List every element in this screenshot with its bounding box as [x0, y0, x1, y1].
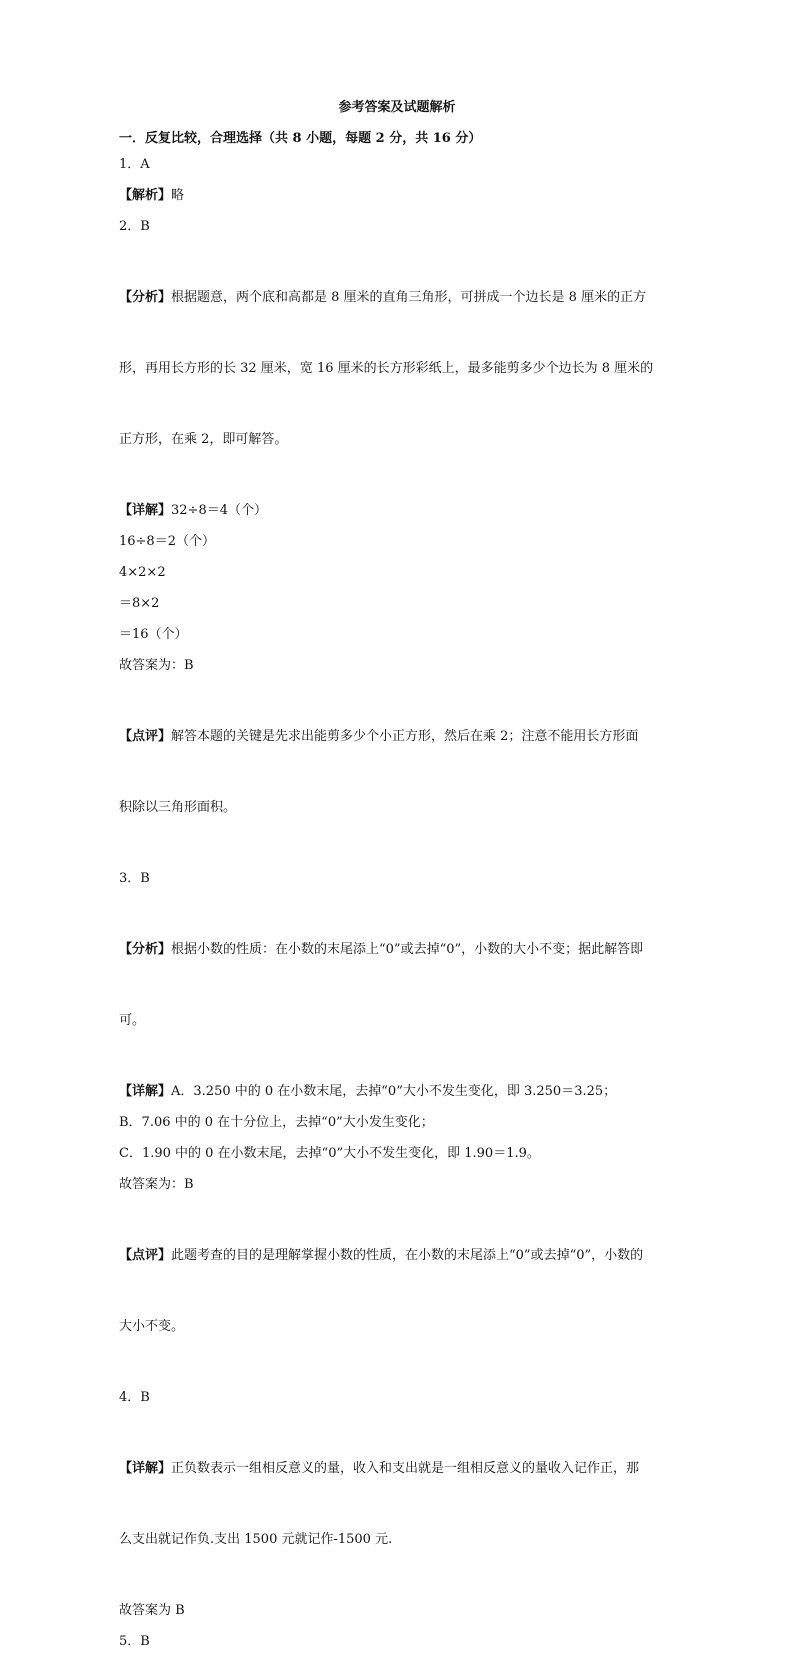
- tag-label: 【解析】: [119, 188, 172, 203]
- option-line: B．7.06 中的 0 在十分位上，去掉“0”大小发生变化；: [119, 1115, 434, 1130]
- answer-number: 3．B: [119, 871, 150, 886]
- comment-paragraph: [119, 681, 689, 863]
- paragraph-line: 【分析】根据题意，两个底和高都是 8 厘米的直角三角形，可拼成一个边长是 8 厘米的正方: [119, 290, 647, 305]
- paragraph-line: 【点评】解答本题的关键是先求出能剪多少个小正方形，然后在乘 2；注意不能用长方形面: [119, 729, 639, 744]
- analysis-paragraph: [119, 894, 689, 1076]
- tag-label: 【分析】: [119, 290, 172, 305]
- answer-number: 1．A: [119, 157, 150, 172]
- answer-line: 故答案为：B: [119, 1177, 194, 1192]
- answer-line: 故答案为：B: [119, 658, 194, 673]
- paragraph-line: 可。: [119, 1013, 146, 1028]
- tag-label: 【点评】: [119, 729, 172, 744]
- calc-line: 4×2×2: [119, 565, 166, 580]
- calc-line: 16÷8＝2（个）: [119, 534, 215, 549]
- calc-line: ＝16（个）: [119, 627, 188, 642]
- answer-number: 2．B: [119, 219, 150, 234]
- answer-number: 5．B: [119, 1634, 150, 1649]
- tag-label: 【详解】: [119, 503, 172, 518]
- option-line: C．1.90 中的 0 在小数末尾，去掉“0”大小不发生变化，即 1.90＝1.9。: [119, 1146, 540, 1161]
- tag-label: 【详解】: [119, 1461, 172, 1476]
- calc-line: ＝8×2: [119, 596, 160, 611]
- analysis-line: [119, 186, 689, 206]
- tag-label: 【分析】: [119, 942, 172, 957]
- paragraph-line: 【点评】此题考查的目的是理解掌握小数的性质，在小数的末尾添上“0”或去掉“0”，小数的: [119, 1248, 644, 1263]
- comment-paragraph: [119, 1200, 689, 1382]
- paragraph-line: 大小不变。: [119, 1319, 185, 1334]
- answer-number: 4．B: [119, 1390, 150, 1405]
- paragraph-line: 积除以三角形面积。: [119, 800, 237, 815]
- paragraph-line: 么支出就记作负.支出 1500 元就记作-1500 元.: [119, 1532, 393, 1547]
- answer-line: 故答案为 B: [119, 1603, 185, 1618]
- paragraph-line: 形，再用长方形的长 32 厘米，宽 16 厘米的长方形彩纸上，最多能剪多少个边长为 8 厘米的: [119, 361, 654, 376]
- paragraph-line: 【分析】根据小数的性质：在小数的末尾添上“0”或去掉“0”，小数的大小不变；据此解答即: [119, 942, 644, 957]
- tag-text: 略: [171, 188, 185, 203]
- analysis-paragraph: [119, 242, 689, 495]
- paragraph-line: 【详解】正负数表示一组相反意义的量，收入和支出就是一组相反意义的量收入记作正，那: [119, 1461, 640, 1476]
- section-heading: 一．反复比较，合理选择（共 8 小题，每题 2 分，共 16 分）: [119, 131, 482, 146]
- page-title: 参考答案及试题解析: [338, 100, 456, 115]
- detail-line: 【详解】32÷8＝4（个）: [119, 503, 267, 518]
- paragraph-line: 正方形，在乘 2，即可解答。: [119, 432, 288, 447]
- detail-line: 【详解】A．3.250 中的 0 在小数末尾，去掉“0”大小不发生变化，即 3.250＝3.25；: [119, 1084, 617, 1099]
- tag-label: 【点评】: [119, 1248, 172, 1263]
- tag-label: 【详解】: [119, 1084, 172, 1099]
- detail-paragraph: [119, 1413, 689, 1595]
- answer-content: [119, 155, 689, 1663]
